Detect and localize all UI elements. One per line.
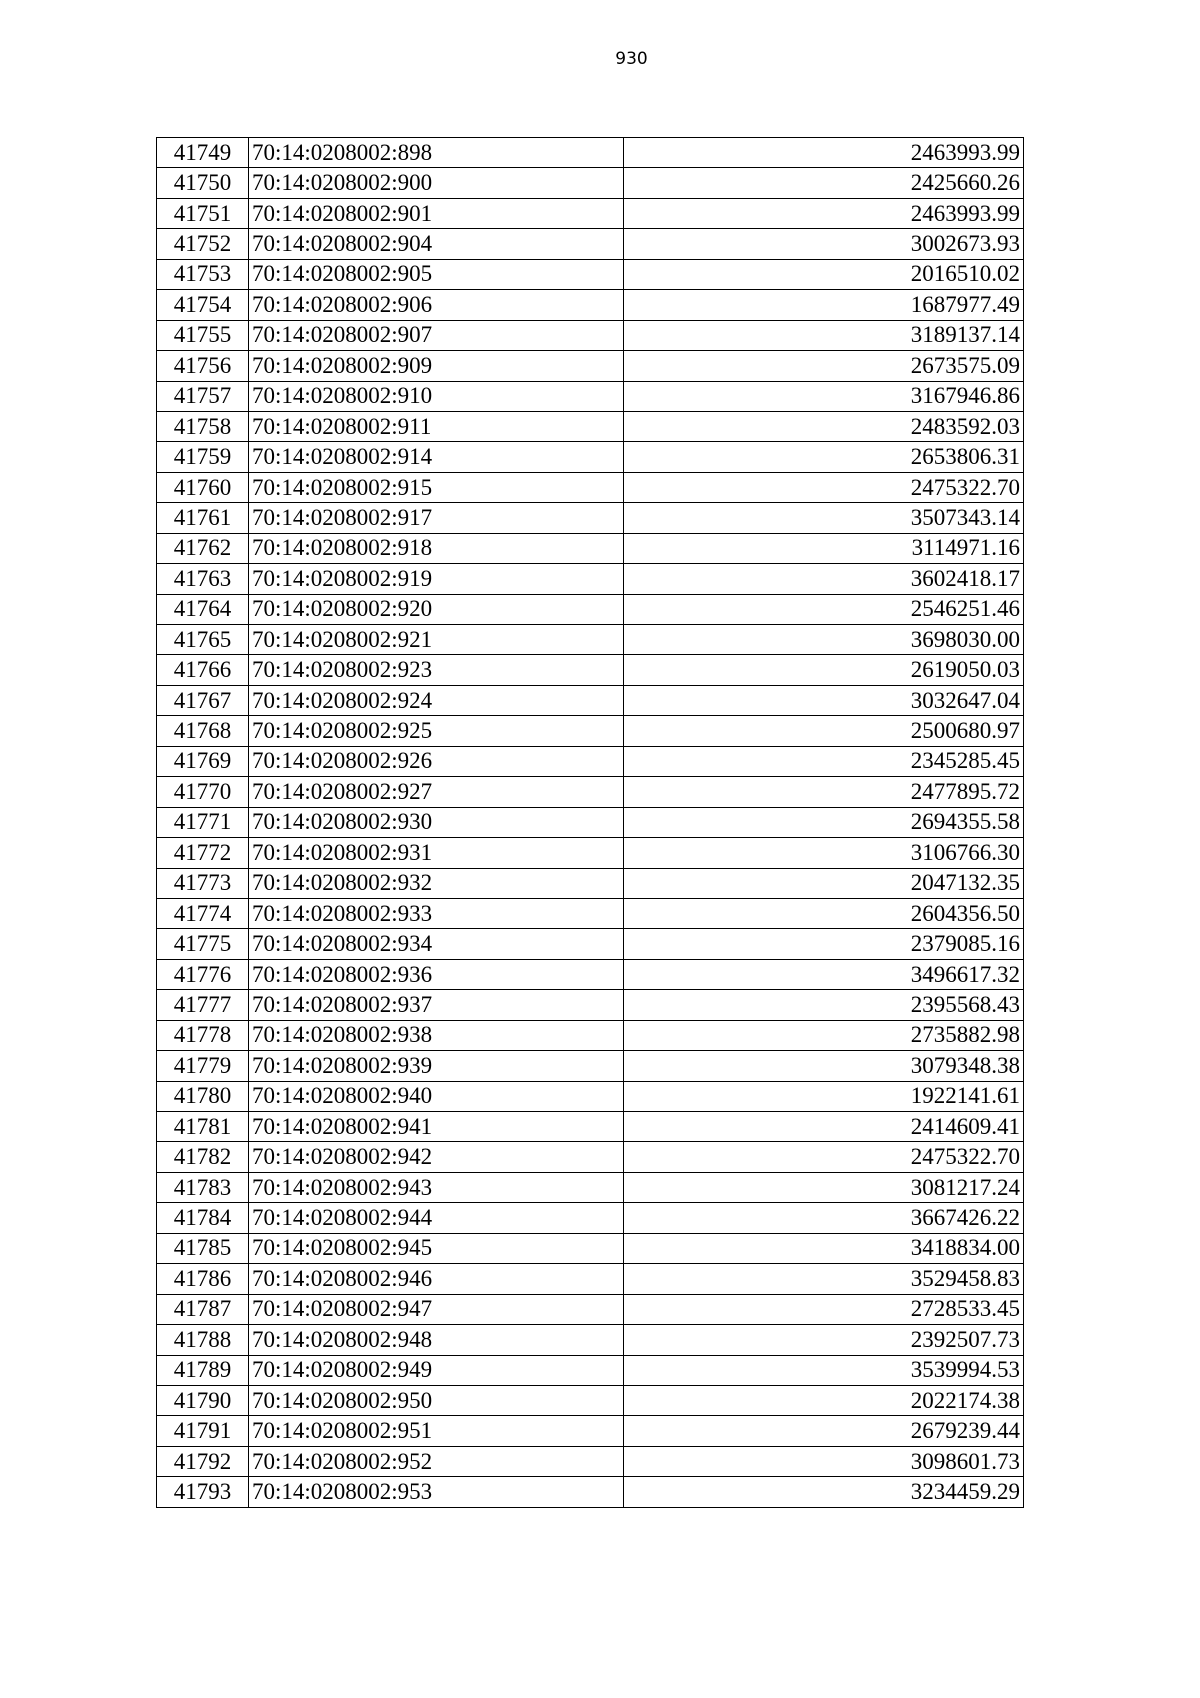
cadastral-number-cell: 70:14:0208002:944 xyxy=(249,1203,624,1233)
row-number-cell: 41783 xyxy=(157,1172,249,1202)
row-number-cell: 41775 xyxy=(157,929,249,959)
cadastral-value-cell: 2379085.16 xyxy=(624,929,1024,959)
table-row xyxy=(157,1416,1024,1446)
row-number-cell: 41760 xyxy=(157,472,249,502)
cadastral-value-cell: 2500680.97 xyxy=(624,716,1024,746)
table-row xyxy=(157,290,1024,320)
cadastral-number-cell: 70:14:0208002:923 xyxy=(249,655,624,685)
row-number-cell: 41780 xyxy=(157,1081,249,1111)
row-number-cell: 41791 xyxy=(157,1416,249,1446)
cadastral-number-cell: 70:14:0208002:947 xyxy=(249,1294,624,1324)
cadastral-value-cell: 3529458.83 xyxy=(624,1264,1024,1294)
table-row xyxy=(157,1020,1024,1050)
row-number-cell: 41770 xyxy=(157,777,249,807)
row-number-cell: 41784 xyxy=(157,1203,249,1233)
table-row xyxy=(157,1325,1024,1355)
cadastral-value-cell: 2016510.02 xyxy=(624,259,1024,289)
row-number-cell: 41757 xyxy=(157,381,249,411)
cadastral-value-cell: 3507343.14 xyxy=(624,503,1024,533)
table-row xyxy=(157,533,1024,563)
row-number-cell: 41768 xyxy=(157,716,249,746)
table-row xyxy=(157,1385,1024,1415)
table-row xyxy=(157,594,1024,624)
cadastral-number-cell: 70:14:0208002:898 xyxy=(249,138,624,168)
cadastral-value-cell: 2047132.35 xyxy=(624,868,1024,898)
cadastral-number-cell: 70:14:0208002:927 xyxy=(249,777,624,807)
cadastral-number-cell: 70:14:0208002:930 xyxy=(249,807,624,837)
cadastral-number-cell: 70:14:0208002:921 xyxy=(249,625,624,655)
cadastral-value-cell: 3032647.04 xyxy=(624,685,1024,715)
table-row xyxy=(157,442,1024,472)
table-row xyxy=(157,472,1024,502)
row-number-cell: 41772 xyxy=(157,838,249,868)
row-number-cell: 41754 xyxy=(157,290,249,320)
cadastral-value-cell: 3167946.86 xyxy=(624,381,1024,411)
cadastral-number-cell: 70:14:0208002:925 xyxy=(249,716,624,746)
table-row xyxy=(157,716,1024,746)
cadastral-value-cell: 2392507.73 xyxy=(624,1325,1024,1355)
row-number-cell: 41778 xyxy=(157,1020,249,1050)
table-row xyxy=(157,1477,1024,1507)
row-number-cell: 41765 xyxy=(157,625,249,655)
table-row xyxy=(157,1172,1024,1202)
table-row xyxy=(157,959,1024,989)
cadastral-number-cell: 70:14:0208002:943 xyxy=(249,1172,624,1202)
row-number-cell: 41779 xyxy=(157,1051,249,1081)
table-row xyxy=(157,198,1024,228)
cadastral-value-cell: 1922141.61 xyxy=(624,1081,1024,1111)
cadastral-value-cell: 3539994.53 xyxy=(624,1355,1024,1385)
cadastral-table-container xyxy=(156,137,1024,1508)
table-row xyxy=(157,1203,1024,1233)
table-row xyxy=(157,1142,1024,1172)
cadastral-number-cell: 70:14:0208002:901 xyxy=(249,198,624,228)
row-number-cell: 41789 xyxy=(157,1355,249,1385)
table-row xyxy=(157,1081,1024,1111)
row-number-cell: 41788 xyxy=(157,1325,249,1355)
table-row xyxy=(157,564,1024,594)
cadastral-value-cell: 3079348.38 xyxy=(624,1051,1024,1081)
row-number-cell: 41771 xyxy=(157,807,249,837)
cadastral-number-cell: 70:14:0208002:920 xyxy=(249,594,624,624)
cadastral-value-cell: 3081217.24 xyxy=(624,1172,1024,1202)
cadastral-number-cell: 70:14:0208002:904 xyxy=(249,229,624,259)
cadastral-number-cell: 70:14:0208002:915 xyxy=(249,472,624,502)
table-row xyxy=(157,138,1024,168)
cadastral-number-cell: 70:14:0208002:933 xyxy=(249,898,624,928)
table-row xyxy=(157,320,1024,350)
cadastral-value-cell: 3418834.00 xyxy=(624,1233,1024,1263)
table-row xyxy=(157,1264,1024,1294)
table-row xyxy=(157,838,1024,868)
row-number-cell: 41773 xyxy=(157,868,249,898)
row-number-cell: 41786 xyxy=(157,1264,249,1294)
table-row xyxy=(157,1355,1024,1385)
cadastral-value-cell: 2483592.03 xyxy=(624,411,1024,441)
row-number-cell: 41785 xyxy=(157,1233,249,1263)
page-number: 930 xyxy=(615,49,648,69)
table-row xyxy=(157,1051,1024,1081)
table-row xyxy=(157,777,1024,807)
cadastral-value-cell: 2619050.03 xyxy=(624,655,1024,685)
row-number-cell: 41776 xyxy=(157,959,249,989)
cadastral-value-cell: 3114971.16 xyxy=(624,533,1024,563)
cadastral-value-cell: 2395568.43 xyxy=(624,990,1024,1020)
cadastral-number-cell: 70:14:0208002:909 xyxy=(249,351,624,381)
table-row xyxy=(157,1112,1024,1142)
cadastral-number-cell: 70:14:0208002:926 xyxy=(249,746,624,776)
cadastral-number-cell: 70:14:0208002:951 xyxy=(249,1416,624,1446)
row-number-cell: 41759 xyxy=(157,442,249,472)
table-row xyxy=(157,868,1024,898)
table-row xyxy=(157,259,1024,289)
row-number-cell: 41767 xyxy=(157,685,249,715)
cadastral-value-cell: 2604356.50 xyxy=(624,898,1024,928)
cadastral-value-cell: 2653806.31 xyxy=(624,442,1024,472)
cadastral-value-cell: 3106766.30 xyxy=(624,838,1024,868)
cadastral-value-cell: 1687977.49 xyxy=(624,290,1024,320)
table-body xyxy=(157,138,1024,1508)
cadastral-number-cell: 70:14:0208002:919 xyxy=(249,564,624,594)
cadastral-number-cell: 70:14:0208002:907 xyxy=(249,320,624,350)
cadastral-value-cell: 2345285.45 xyxy=(624,746,1024,776)
table-row xyxy=(157,990,1024,1020)
row-number-cell: 41787 xyxy=(157,1294,249,1324)
row-number-cell: 41769 xyxy=(157,746,249,776)
cadastral-number-cell: 70:14:0208002:939 xyxy=(249,1051,624,1081)
cadastral-number-cell: 70:14:0208002:900 xyxy=(249,168,624,198)
row-number-cell: 41762 xyxy=(157,533,249,563)
table-row xyxy=(157,685,1024,715)
table-row xyxy=(157,655,1024,685)
cadastral-value-cell: 2022174.38 xyxy=(624,1385,1024,1415)
cadastral-value-cell: 2728533.45 xyxy=(624,1294,1024,1324)
cadastral-number-cell: 70:14:0208002:948 xyxy=(249,1325,624,1355)
cadastral-value-cell: 3602418.17 xyxy=(624,564,1024,594)
table-row xyxy=(157,351,1024,381)
cadastral-number-cell: 70:14:0208002:934 xyxy=(249,929,624,959)
table-row xyxy=(157,1294,1024,1324)
row-number-cell: 41749 xyxy=(157,138,249,168)
cadastral-value-cell: 3189137.14 xyxy=(624,320,1024,350)
table-row xyxy=(157,746,1024,776)
table-row xyxy=(157,381,1024,411)
cadastral-number-cell: 70:14:0208002:938 xyxy=(249,1020,624,1050)
cadastral-value-cell: 2735882.98 xyxy=(624,1020,1024,1050)
cadastral-value-cell: 3698030.00 xyxy=(624,625,1024,655)
row-number-cell: 41751 xyxy=(157,198,249,228)
table-row xyxy=(157,898,1024,928)
row-number-cell: 41753 xyxy=(157,259,249,289)
cadastral-number-cell: 70:14:0208002:932 xyxy=(249,868,624,898)
cadastral-value-cell: 3667426.22 xyxy=(624,1203,1024,1233)
cadastral-number-cell: 70:14:0208002:952 xyxy=(249,1446,624,1476)
cadastral-number-cell: 70:14:0208002:945 xyxy=(249,1233,624,1263)
table-row xyxy=(157,168,1024,198)
cadastral-number-cell: 70:14:0208002:940 xyxy=(249,1081,624,1111)
row-number-cell: 41752 xyxy=(157,229,249,259)
table-row xyxy=(157,1446,1024,1476)
cadastral-value-cell: 2414609.41 xyxy=(624,1112,1024,1142)
cadastral-number-cell: 70:14:0208002:914 xyxy=(249,442,624,472)
table-row xyxy=(157,503,1024,533)
cadastral-value-cell: 2679239.44 xyxy=(624,1416,1024,1446)
table-row xyxy=(157,807,1024,837)
table-row xyxy=(157,411,1024,441)
table-row xyxy=(157,229,1024,259)
cadastral-number-cell: 70:14:0208002:950 xyxy=(249,1385,624,1415)
cadastral-value-cell: 3234459.29 xyxy=(624,1477,1024,1507)
cadastral-value-cell: 2477895.72 xyxy=(624,777,1024,807)
row-number-cell: 41777 xyxy=(157,990,249,1020)
cadastral-value-cell: 2546251.46 xyxy=(624,594,1024,624)
row-number-cell: 41793 xyxy=(157,1477,249,1507)
cadastral-value-cell: 3098601.73 xyxy=(624,1446,1024,1476)
row-number-cell: 41763 xyxy=(157,564,249,594)
cadastral-number-cell: 70:14:0208002:924 xyxy=(249,685,624,715)
cadastral-number-cell: 70:14:0208002:942 xyxy=(249,1142,624,1172)
row-number-cell: 41790 xyxy=(157,1385,249,1415)
table-row xyxy=(157,625,1024,655)
cadastral-number-cell: 70:14:0208002:937 xyxy=(249,990,624,1020)
cadastral-number-cell: 70:14:0208002:905 xyxy=(249,259,624,289)
cadastral-number-cell: 70:14:0208002:906 xyxy=(249,290,624,320)
cadastral-value-cell: 2463993.99 xyxy=(624,138,1024,168)
row-number-cell: 41781 xyxy=(157,1112,249,1142)
row-number-cell: 41792 xyxy=(157,1446,249,1476)
cadastral-number-cell: 70:14:0208002:931 xyxy=(249,838,624,868)
row-number-cell: 41766 xyxy=(157,655,249,685)
row-number-cell: 41756 xyxy=(157,351,249,381)
cadastral-number-cell: 70:14:0208002:941 xyxy=(249,1112,624,1142)
row-number-cell: 41758 xyxy=(157,411,249,441)
cadastral-value-cell: 2425660.26 xyxy=(624,168,1024,198)
row-number-cell: 41761 xyxy=(157,503,249,533)
cadastral-number-cell: 70:14:0208002:953 xyxy=(249,1477,624,1507)
cadastral-number-cell: 70:14:0208002:911 xyxy=(249,411,624,441)
table-row xyxy=(157,1233,1024,1263)
cadastral-number-cell: 70:14:0208002:949 xyxy=(249,1355,624,1385)
cadastral-value-cell: 2463993.99 xyxy=(624,198,1024,228)
row-number-cell: 41774 xyxy=(157,898,249,928)
row-number-cell: 41782 xyxy=(157,1142,249,1172)
cadastral-number-cell: 70:14:0208002:936 xyxy=(249,959,624,989)
cadastral-value-cell: 3002673.93 xyxy=(624,229,1024,259)
cadastral-value-cell: 2694355.58 xyxy=(624,807,1024,837)
cadastral-value-table xyxy=(156,137,1024,1508)
row-number-cell: 41764 xyxy=(157,594,249,624)
cadastral-value-cell: 2673575.09 xyxy=(624,351,1024,381)
cadastral-number-cell: 70:14:0208002:918 xyxy=(249,533,624,563)
cadastral-value-cell: 3496617.32 xyxy=(624,959,1024,989)
row-number-cell: 41755 xyxy=(157,320,249,350)
cadastral-number-cell: 70:14:0208002:910 xyxy=(249,381,624,411)
cadastral-value-cell: 2475322.70 xyxy=(624,1142,1024,1172)
cadastral-value-cell: 2475322.70 xyxy=(624,472,1024,502)
row-number-cell: 41750 xyxy=(157,168,249,198)
cadastral-number-cell: 70:14:0208002:946 xyxy=(249,1264,624,1294)
table-row xyxy=(157,929,1024,959)
cadastral-number-cell: 70:14:0208002:917 xyxy=(249,503,624,533)
